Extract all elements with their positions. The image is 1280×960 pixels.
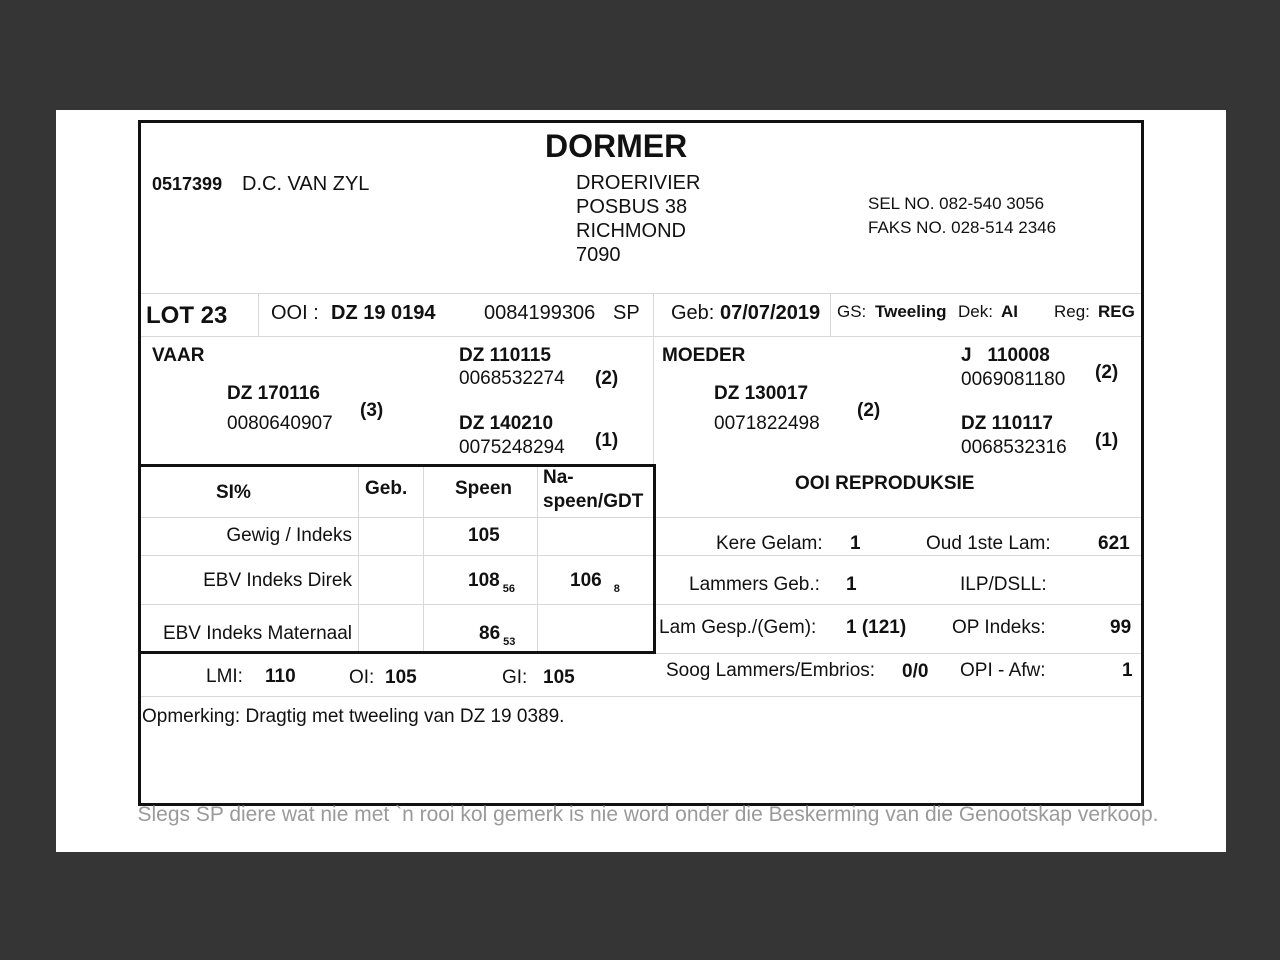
si-row-label-2: EBV Indeks Direk xyxy=(203,570,352,591)
ooi-label: OOI : xyxy=(271,302,319,324)
faks-no: FAKS NO. 028-514 2346 xyxy=(868,218,1057,237)
card-border-left xyxy=(138,120,141,806)
lmi-value: 110 xyxy=(265,666,296,687)
gs-value: Tweeling xyxy=(875,302,947,321)
card-border-right xyxy=(1141,120,1144,806)
opi-afw-label: OPI - Afw: xyxy=(960,660,1046,681)
breeder-name: D.C. VAN ZYL xyxy=(242,173,370,195)
op-indeks-value: 99 xyxy=(1110,617,1132,638)
moeder-sire-count: (2) xyxy=(1095,362,1119,383)
geb-date: 07/07/2019 xyxy=(720,302,821,324)
divider-lot xyxy=(141,336,1141,337)
ooi-grade: SP xyxy=(613,302,640,324)
divider-header xyxy=(141,293,1141,294)
footer-note: Slegs SP diere wat nie met `n rooi kol gemerk is nie word onder die Beskerming van die Genootskap verkoop. xyxy=(137,803,1159,826)
reproduction-title: OOI REPRODUKSIE xyxy=(795,473,975,494)
divider-si-row2 xyxy=(141,604,1141,605)
moeder-id: DZ 130017 xyxy=(714,383,809,404)
breeder-id: 0517399 xyxy=(152,174,223,194)
divider-si-col2 xyxy=(423,464,424,653)
lammers-geb-value: 1 xyxy=(846,574,857,595)
oud-1ste-lam-label: Oud 1ste Lam: xyxy=(926,533,1051,554)
remark-text: Opmerking: Dragtig met tweeling van DZ 19 0389. xyxy=(142,706,565,727)
lot-label: LOT 23 xyxy=(146,302,228,329)
geb-label: Geb: xyxy=(671,302,715,324)
address-line-4: 7090 xyxy=(576,244,621,266)
vaar-sire-count: (2) xyxy=(595,368,619,389)
lam-gesp-value: 1 (121) xyxy=(846,617,907,638)
moeder-sire-id: J 110008 xyxy=(961,345,1050,366)
lot-card xyxy=(56,110,1226,852)
address-line-1: DROERIVIER xyxy=(576,172,701,194)
moeder-num: 0071822498 xyxy=(714,413,820,434)
si-border-bottom xyxy=(138,651,656,654)
si-border-top xyxy=(138,464,656,467)
vaar-id: DZ 170116 xyxy=(227,383,320,404)
card-border-top xyxy=(138,120,1144,123)
breed-title: DORMER xyxy=(545,128,688,164)
dek-label: Dek: xyxy=(958,302,993,321)
dek-value: AI xyxy=(1001,302,1018,321)
opi-afw-value: 1 xyxy=(1122,660,1133,681)
address-line-2: POSBUS 38 xyxy=(576,196,688,218)
si-row-label-1: Gewig / Indeks xyxy=(226,525,352,546)
divider-si-col1 xyxy=(358,464,359,653)
si-row-naspeen-2 xyxy=(570,570,620,595)
vaar-num: 0080640907 xyxy=(227,413,333,434)
gi-value: 105 xyxy=(543,667,575,688)
vaar-dam-count: (1) xyxy=(595,430,619,451)
moeder-sire-num: 0069081180 xyxy=(961,369,1066,390)
si-row-label-3: EBV Indeks Maternaal xyxy=(162,623,352,644)
moeder-dam-num: 0068532316 xyxy=(961,437,1067,458)
divider-remark xyxy=(141,696,1141,697)
reg-value: REG xyxy=(1098,302,1135,321)
oud-1ste-lam-value: 621 xyxy=(1098,533,1130,554)
oi-value: 105 xyxy=(385,667,417,688)
divider-lot-2 xyxy=(653,293,654,336)
ilp-dsll-label: ILP/DSLL: xyxy=(960,574,1047,595)
vaar-count: (3) xyxy=(360,400,384,421)
si-row-speen-3-sub: 53 xyxy=(503,636,516,648)
moeder-count: (2) xyxy=(857,400,881,421)
si-header-geb: Geb. xyxy=(365,478,408,499)
si-row-speen-2-value: 108 xyxy=(468,570,500,591)
divider-lmi xyxy=(653,653,1141,654)
si-row-speen-3 xyxy=(479,623,516,648)
soog-label: Soog Lammers/Embrios: xyxy=(666,660,876,681)
sel-no: SEL NO. 082-540 3056 xyxy=(868,194,1045,213)
vaar-dam-num: 0075248294 xyxy=(459,437,565,458)
si-row-speen-2-sub: 56 xyxy=(502,583,515,595)
si-row-speen-1: 105 xyxy=(468,525,500,546)
si-header-naspeen-2: speen/GDT xyxy=(543,491,644,512)
gs-label: GS: xyxy=(837,302,867,321)
vaar-sire-num: 0068532274 xyxy=(459,368,565,389)
lammers-geb-label: Lammers Geb.: xyxy=(689,574,820,595)
si-header-si: SI% xyxy=(216,482,251,503)
ooi-id: DZ 19 0194 xyxy=(331,302,436,324)
gi-label: GI: xyxy=(502,667,528,688)
si-header-naspeen-1: Na- xyxy=(543,467,574,488)
address-line-3: RICHMOND xyxy=(576,220,686,242)
si-row-naspeen-2-value: 106 xyxy=(570,570,602,591)
si-row-speen-3-value: 86 xyxy=(479,623,501,644)
kere-gelam-value: 1 xyxy=(850,533,861,554)
moeder-dam-id: DZ 110117 xyxy=(961,413,1053,434)
vaar-label: VAAR xyxy=(152,345,205,366)
kere-gelam-label: Kere Gelam: xyxy=(716,533,823,554)
divider-si-header xyxy=(141,517,1141,518)
divider-si-col3 xyxy=(537,464,538,653)
divider-si-row1 xyxy=(141,555,1141,556)
lmi-label: LMI: xyxy=(206,666,243,687)
moeder-label: MOEDER xyxy=(662,345,746,366)
divider-lot-1 xyxy=(258,293,259,336)
soog-value: 0/0 xyxy=(902,661,929,682)
moeder-dam-count: (1) xyxy=(1095,430,1119,451)
lam-gesp-label: Lam Gesp./(Gem): xyxy=(659,617,817,638)
si-border-right xyxy=(653,464,656,654)
si-header-speen: Speen xyxy=(455,478,513,499)
reg-label: Reg: xyxy=(1054,302,1090,321)
divider-lot-3 xyxy=(830,293,831,336)
vaar-dam-id: DZ 140210 xyxy=(459,413,554,434)
divider-pedigree xyxy=(653,336,654,464)
op-indeks-label: OP Indeks: xyxy=(952,617,1046,638)
si-row-naspeen-2-sub: 8 xyxy=(613,583,620,595)
ooi-number: 0084199306 xyxy=(484,302,596,324)
oi-label: OI: xyxy=(349,667,375,688)
vaar-sire-id: DZ 110115 xyxy=(459,345,551,366)
si-row-speen-2 xyxy=(468,570,515,595)
